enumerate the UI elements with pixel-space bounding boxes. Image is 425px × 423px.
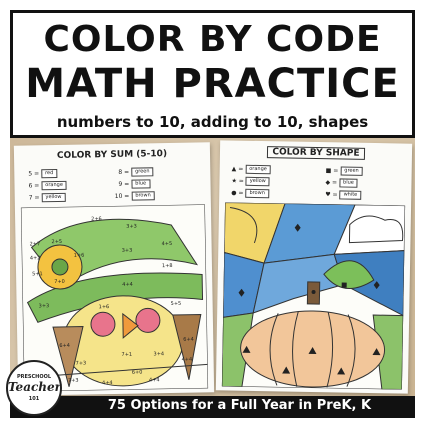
key-item [325, 190, 361, 200]
key-color: green [340, 166, 363, 175]
cell-label: 4+5 [161, 240, 173, 248]
cell-label: 5+5 [170, 300, 182, 308]
sheet-title-shape [220, 146, 412, 159]
key-item [28, 169, 57, 179]
cell-label: 4+4 [122, 281, 133, 288]
key-item [326, 166, 363, 176]
logo-line-3: 101 [28, 396, 40, 402]
title-line-2: MATH PRACTICE [25, 61, 400, 107]
color-by-shape-sheet [216, 140, 412, 393]
key-item [231, 177, 269, 187]
key-number: 7 = [28, 194, 40, 202]
cell-label: 3+3 [126, 223, 137, 230]
key-number: 9 = [118, 180, 130, 188]
title-header [10, 10, 415, 138]
key-color: yellow [41, 193, 65, 202]
sum-color-key [14, 164, 211, 205]
cell-label: 7+0 [54, 278, 65, 286]
key-number: 5 = [28, 170, 40, 178]
color-by-sum-sheet [14, 142, 214, 395]
key-shape: ◆ = [325, 179, 338, 187]
key-item [118, 167, 153, 177]
sheet-title-sum: COLOR BY SUM (5-10) [56, 149, 168, 161]
key-color: orange [41, 181, 67, 190]
cell-label: 2+6 [91, 216, 102, 223]
key-item [231, 189, 269, 199]
key-item [115, 191, 155, 201]
cell-label: 3+4 [153, 351, 165, 358]
key-number: 6 = [28, 182, 40, 190]
shape-color-key [219, 162, 412, 203]
key-shape: ★ = [231, 177, 244, 185]
cell-label: 2+5 [51, 238, 63, 246]
key-color: blue [131, 179, 150, 188]
key-color: yellow [246, 177, 270, 186]
footer-banner [10, 396, 415, 418]
cell-label: 1+6 [73, 252, 85, 259]
key-item [232, 165, 271, 175]
pumpkin-coloring [222, 202, 405, 389]
logo-line-2: Teacher [8, 380, 61, 394]
title-line-1: COLOR BY CODE [43, 19, 382, 60]
key-shape: ▲ = [231, 165, 244, 173]
key-color: green [131, 167, 154, 176]
cell-label: 4+4 [181, 356, 193, 363]
footer-text: 75 Options for a Full Year in PreK, K [107, 398, 372, 413]
key-color: brown [131, 191, 155, 200]
worksheet-photo [10, 138, 415, 414]
key-shape: ♥ = [325, 191, 338, 199]
cell-label: 7+1 [121, 351, 133, 358]
cell-label: 1+8 [161, 262, 173, 270]
key-number: 8 = [118, 168, 130, 176]
logo-line-1: PRESCHOOL [16, 374, 52, 380]
preschool-teacher-logo [6, 360, 62, 416]
key-item [28, 181, 67, 191]
subtitle: numbers to 10, adding to 10, shapes [56, 113, 369, 131]
cell-label: 4+4 [101, 380, 113, 387]
cell-label: 5+1 [32, 271, 43, 278]
cell-label: 7+3 [75, 360, 87, 367]
key-item [325, 178, 358, 188]
key-color: brown [245, 189, 269, 198]
cell-label: 6+4 [183, 336, 194, 343]
key-color: blue [339, 178, 358, 187]
key-number: 10 = [114, 192, 130, 200]
cell-label: 4+4 [148, 377, 160, 384]
cell-label: 6+4 [59, 342, 70, 349]
cell-label: 2+7 [29, 241, 41, 248]
cell-label: 7+3 [67, 377, 79, 384]
key-shape: ■ = [325, 167, 339, 175]
cell-label: 1+6 [98, 304, 110, 311]
cell-label: 4+2 [29, 255, 41, 262]
key-color: red [41, 169, 57, 178]
key-item [118, 179, 150, 189]
key-item [29, 193, 66, 203]
cell-label: 3+3 [38, 303, 50, 310]
sheet-title-text: COLOR BY SHAPE [267, 146, 364, 160]
cell-label: 3+3 [121, 247, 133, 254]
key-color: orange [245, 165, 271, 174]
cell-label: 6+0 [131, 369, 143, 376]
key-color: white [340, 190, 362, 199]
key-shape: ● = [231, 189, 244, 197]
